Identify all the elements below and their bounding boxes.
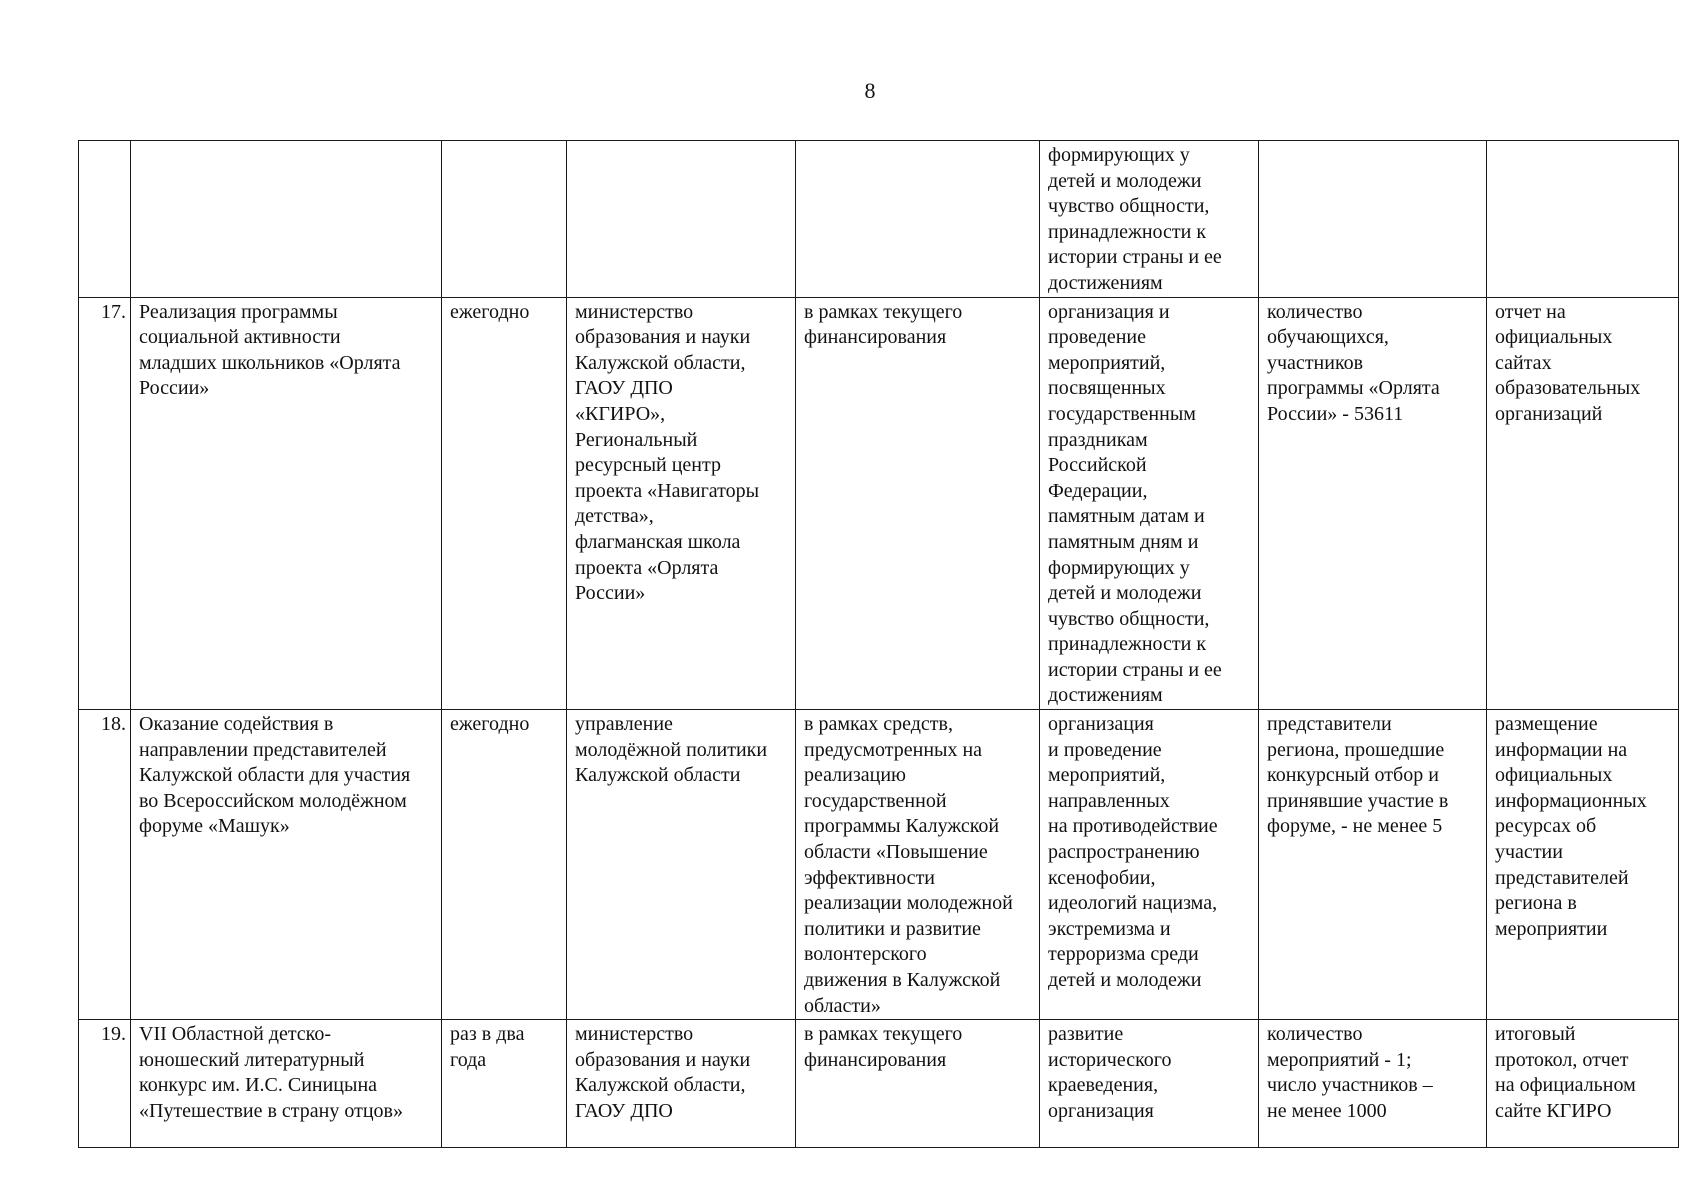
cell-report: отчет на официальных сайтах образовательных организаций: [1487, 297, 1679, 710]
cell-indicator: количество мероприятий - 1; число участников – не менее 1000: [1259, 1020, 1487, 1148]
cell-period: раз в два года: [442, 1020, 567, 1148]
cell-period: ежегодно: [442, 297, 567, 710]
cell-event: Оказание содействия в направлении представителей Калужской области для участия во Всероссийском молодёжном форуме «Машук»: [131, 710, 442, 1020]
cell-funding: в рамках средств, предусмотренных на реализацию государственной программы Калужской области «Повышение эффективности реализации молодежной политики и развитие волонтерского движения в Калужской области»: [796, 710, 1040, 1020]
cell-period: [442, 141, 567, 298]
table-row: [79, 297, 1679, 710]
cell-indicator: количество обучающихся, участников программы «Орлята России» - 53611: [1259, 297, 1487, 710]
table-row: [79, 1020, 1679, 1148]
cell-content: развитие исторического краеведения, организация: [1040, 1020, 1259, 1148]
cell-report: [1487, 141, 1679, 298]
cell-funding: [796, 141, 1040, 298]
cell-content: формирующих у детей и молодежи чувство общности, принадлежности к истории страны и ее достижениям: [1040, 141, 1259, 298]
cell-report: итоговый протокол, отчет на официальном сайте КГИРО: [1487, 1020, 1679, 1148]
cell-event: [131, 141, 442, 298]
cell-funding: в рамках текущего финансирования: [796, 297, 1040, 710]
cell-executors: министерство образования и науки Калужской области, ГАОУ ДПО: [567, 1020, 796, 1148]
cell-indicator: представители региона, прошедшие конкурсный отбор и принявшие участие в форуме, - не менее 5: [1259, 710, 1487, 1020]
cell-content: организация и проведение мероприятий, посвященных государственным праздникам Российской Федерации, памятным датам и памятным дням и формирующих у детей и молодежи чувство общности, принадлежности к истории страны и ее достижениям: [1040, 297, 1259, 710]
plan-table: [78, 140, 1679, 1148]
cell-num: 19.: [79, 1020, 131, 1148]
cell-num: 17.: [79, 297, 131, 710]
cell-executors: [567, 141, 796, 298]
cell-executors: управление молодёжной политики Калужской области: [567, 710, 796, 1020]
cell-report: размещение информации на официальных информационных ресурсах об участии представителей региона в мероприятии: [1487, 710, 1679, 1020]
cell-event: Реализация программы социальной активности младших школьников «Орлята России»: [131, 297, 442, 710]
cell-executors: министерство образования и науки Калужской области, ГАОУ ДПО «КГИРО», Региональный ресурсный центр проекта «Навигаторы детства», флагманская школа проекта «Орлята России»: [567, 297, 796, 710]
cell-period: ежегодно: [442, 710, 567, 1020]
cell-num: [79, 141, 131, 298]
cell-content: организация и проведение мероприятий, направленных на противодействие распространению ксенофобии, идеологий нацизма, экстремизма и терроризма среди детей и молодежи: [1040, 710, 1259, 1020]
cell-indicator: [1259, 141, 1487, 298]
page-number: 8: [864, 78, 876, 103]
table-row: [79, 141, 1679, 298]
cell-funding: в рамках текущего финансирования: [796, 1020, 1040, 1148]
cell-event: VII Областной детско- юношеский литературный конкурс им. И.С. Синицына «Путешествие в страну отцов»: [131, 1020, 442, 1148]
table-row: [79, 710, 1679, 1020]
cell-num: 18.: [79, 710, 131, 1020]
